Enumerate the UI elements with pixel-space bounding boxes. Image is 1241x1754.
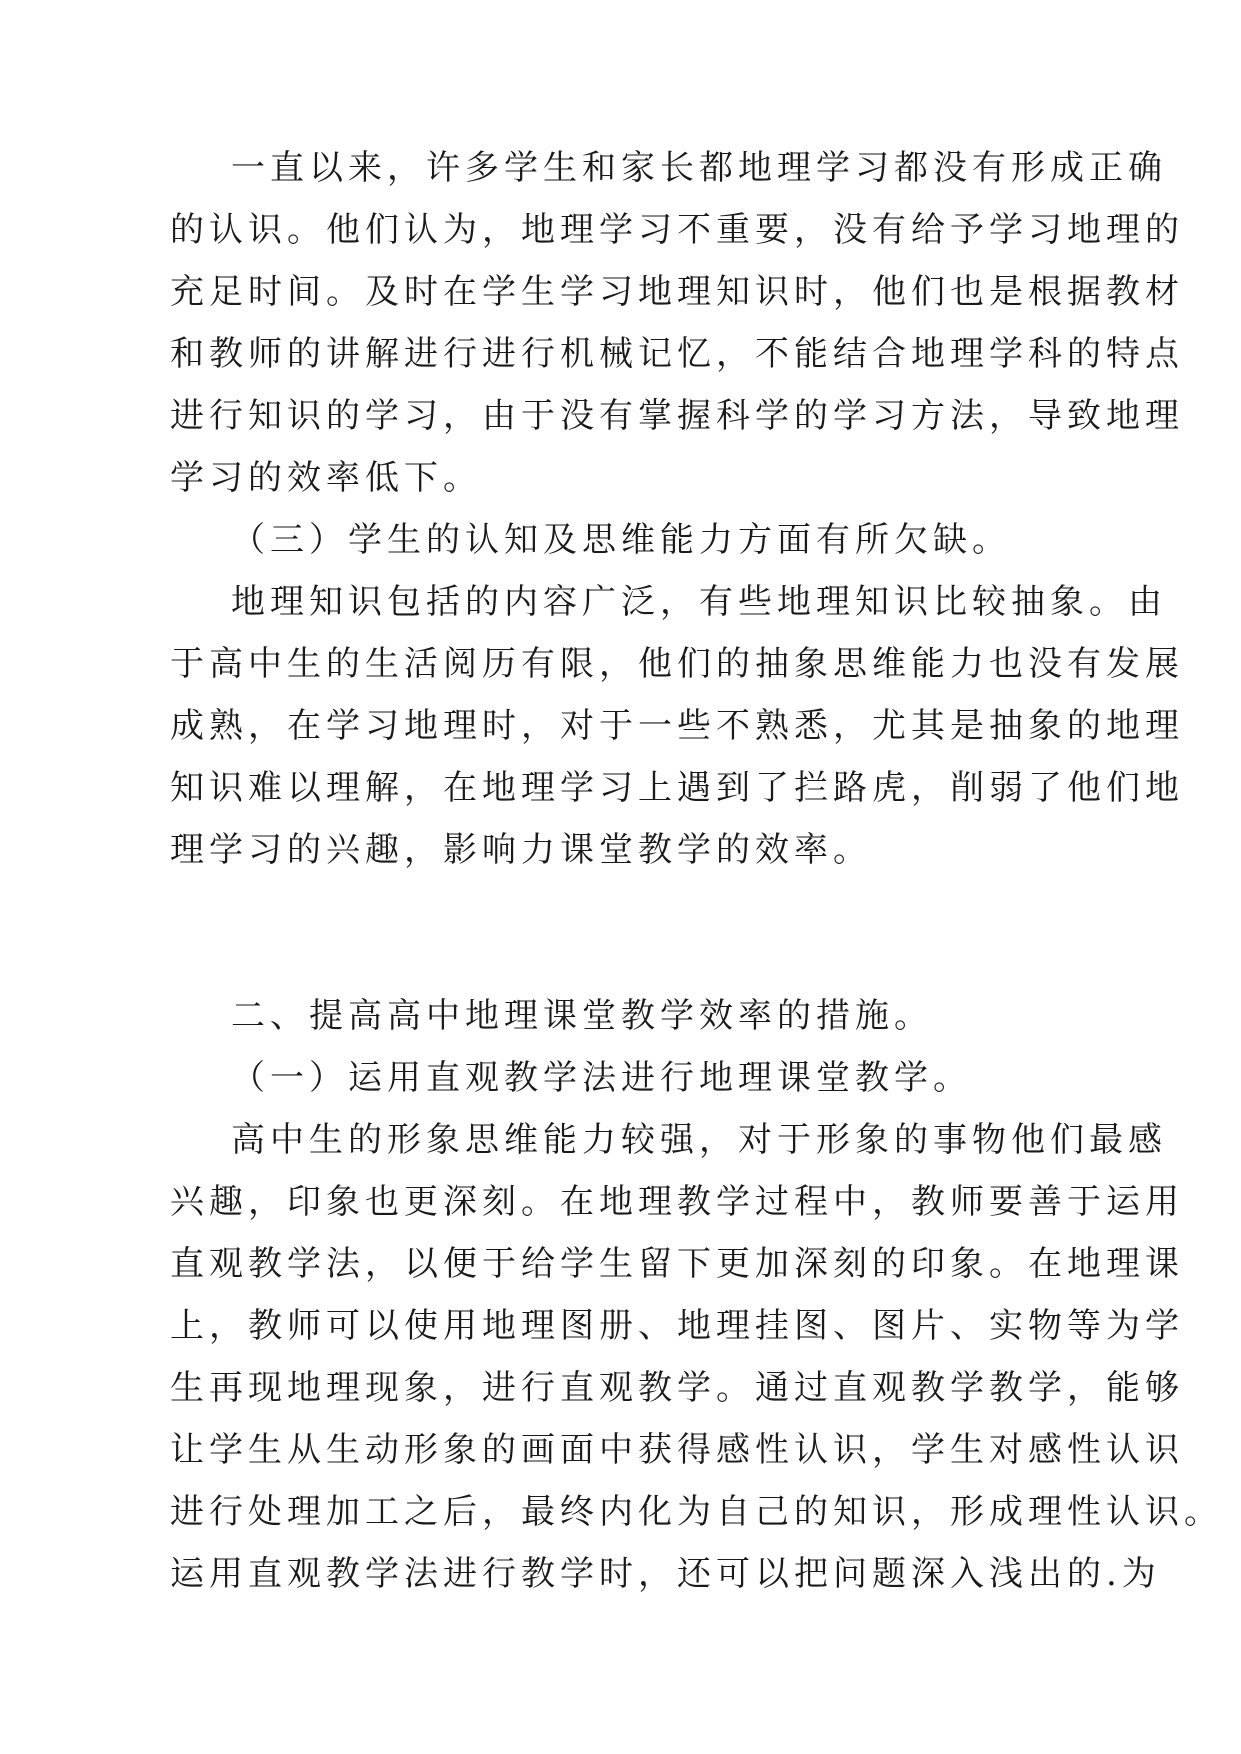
text-line: 兴趣，印象也更深刻。在地理教学过程中，教师要善于运用 [170, 1182, 1184, 1222]
text-line: 成熟，在学习地理时，对于一些不熟悉，尤其是抽象的地理 [170, 706, 1184, 746]
section-heading: 二、提高高中地理课堂教学效率的措施。 [231, 996, 933, 1036]
text-line: 的认识。他们认为，地理学习不重要，没有给予学习地理的 [170, 210, 1184, 250]
text-line: 和教师的讲解进行进行机械记忆，不能结合地理学科的特点 [170, 334, 1184, 374]
text-line: 高中生的形象思维能力较强，对于形象的事物他们最感 [231, 1120, 1167, 1160]
text-line: 直观教学法，以便于给学生留下更加深刻的印象。在地理课 [170, 1244, 1184, 1284]
text-line: 让学生从生动形象的画面中获得感性认识，学生对感性认识 [170, 1430, 1184, 1470]
text-line: 理学习的兴趣，影响力课堂教学的效率。 [170, 830, 872, 870]
text-line: 运用直观教学法进行教学时，还可以把问题深入浅出的.为 [170, 1554, 1161, 1594]
text-line: 知识难以理解，在地理学习上遇到了拦路虎，削弱了他们地 [170, 768, 1184, 808]
section-heading: （三）学生的认知及思维能力方面有所欠缺。 [231, 520, 1011, 560]
text-line: 学习的效率低下。 [170, 458, 482, 498]
text-line: 于高中生的生活阅历有限，他们的抽象思维能力也没有发展 [170, 644, 1184, 684]
text-line: 进行知识的学习，由于没有掌握科学的学习方法，导致地理 [170, 396, 1184, 436]
text-line: 生再现地理现象，进行直观教学。通过直观教学教学，能够 [170, 1368, 1184, 1408]
text-line: 充足时间。及时在学生学习地理知识时，他们也是根据教材 [170, 272, 1184, 312]
text-line: 上，教师可以使用地理图册、地理挂图、图片、实物等为学 [170, 1306, 1184, 1346]
section-heading: （一）运用直观教学法进行地理课堂教学。 [231, 1058, 972, 1098]
text-line: 地理知识包括的内容广泛，有些地理知识比较抽象。由 [231, 582, 1167, 622]
text-line: 进行处理加工之后，最终内化为自己的知识，形成理性认识。 [170, 1492, 1223, 1532]
text-line: 一直以来，许多学生和家长都地理学习都没有形成正确 [231, 148, 1167, 188]
